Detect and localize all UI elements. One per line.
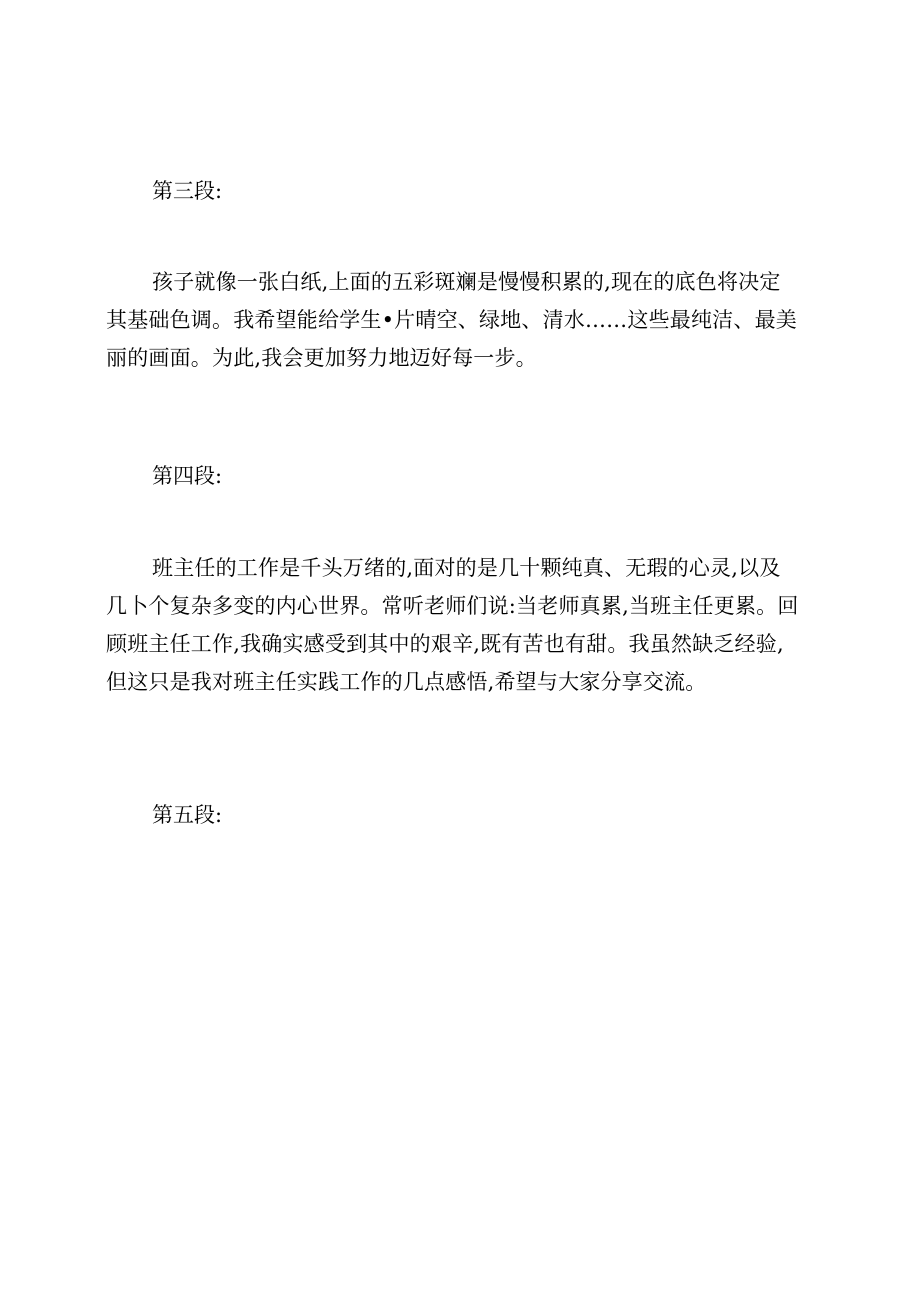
paragraph-line: 班主任的工作是千头万绪的,面对的是几十颗纯真、无瑕的心灵,以及 — [152, 556, 781, 580]
paragraph-line: 丽的画面。为此,我会更加努力地迈好每一步。 — [106, 346, 537, 370]
paragraph-line: 其基础色调。我希望能给学生•片晴空、绿地、清水……这些最纯洁、最美 — [106, 308, 797, 332]
paragraph-line: 但这只是我对班主任实践工作的几点感悟,希望与大家分享交流。 — [106, 670, 707, 694]
paragraph-line: 顾班主任工作,我确实感受到其中的艰辛,既有苦也有甜。我虽然缺乏经验, — [106, 632, 784, 656]
section-heading-3: 第三段: — [152, 179, 223, 203]
section-heading-5: 第五段: — [152, 803, 223, 827]
paragraph-3 — [106, 263, 818, 377]
section-heading-4: 第四段: — [152, 464, 223, 488]
paragraph-4 — [106, 549, 818, 701]
paragraph-line: 几卜个复杂多变的内心世界。常听老师们说:当老师真累,当班主任更累。回 — [106, 594, 799, 618]
paragraph-line: 孩子就像一张白纸,上面的五彩斑斓是慢慢积累的,现在的底色将决定 — [152, 270, 781, 294]
